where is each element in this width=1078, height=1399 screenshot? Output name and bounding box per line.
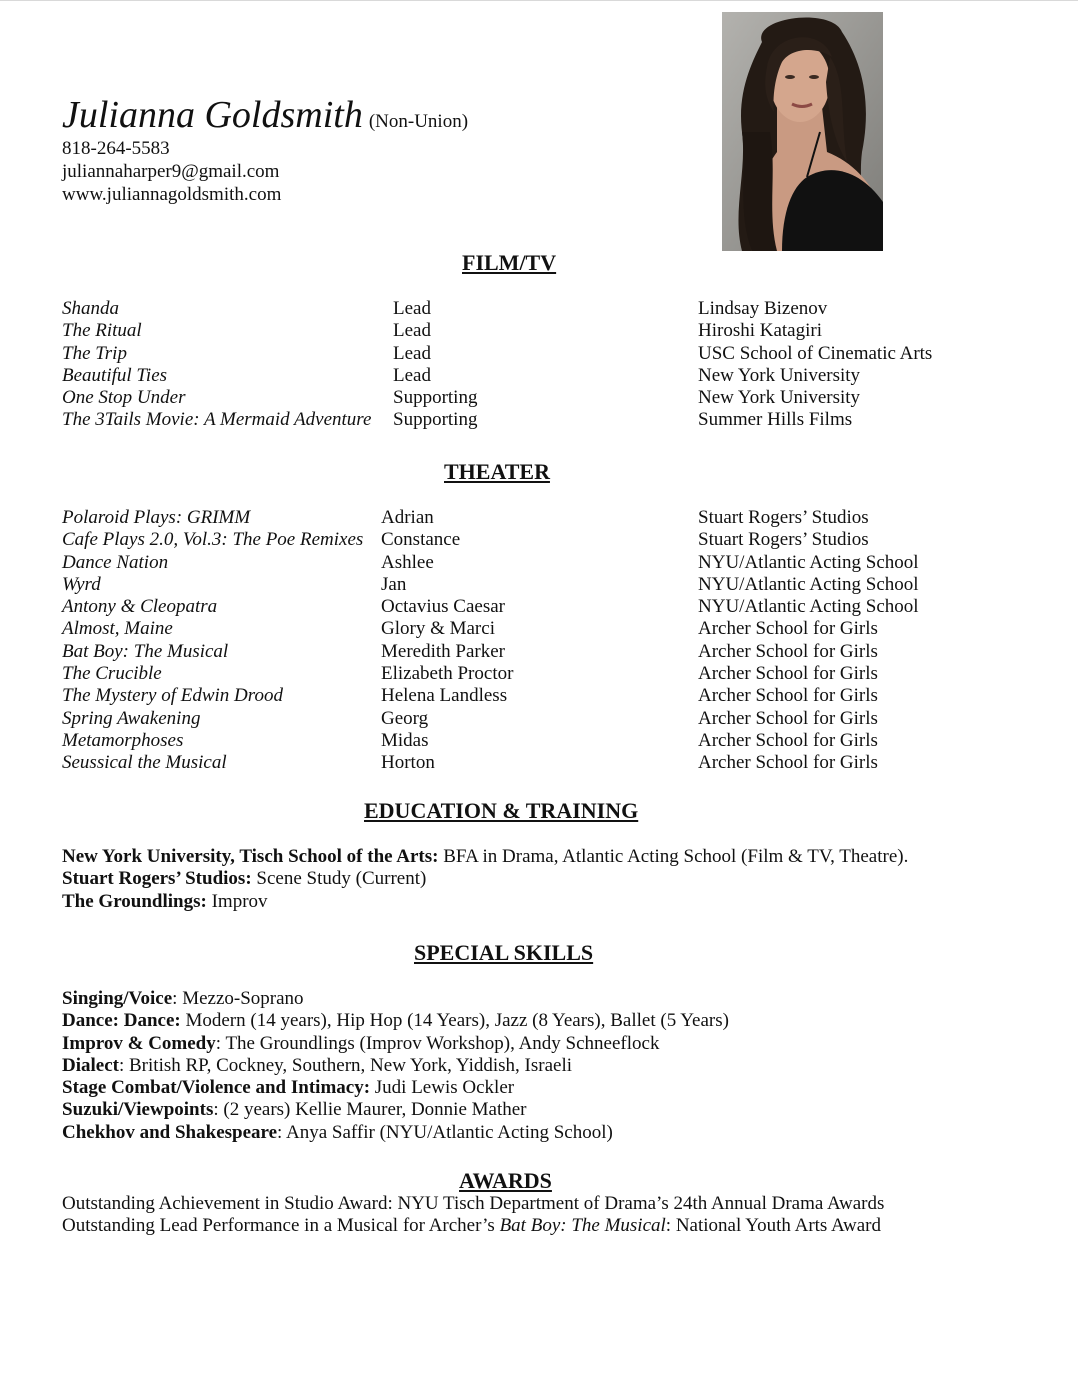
skill-line [62,1099,729,1121]
credit-title: The Ritual [62,320,142,342]
credit-company: Hiroshi Katagiri [698,320,823,342]
skill-label: Stage Combat/Violence and Intimacy: [62,1077,371,1099]
credit-title: Seussical the Musical [62,752,227,774]
education-label: Stuart Rogers’ Studios: [62,868,252,890]
credit-company: Archer School for Girls [698,752,878,774]
credit-company: NYU/Atlantic Acting School [698,551,919,573]
actor-name: Julianna Goldsmith [62,94,363,136]
theater-heading: THEATER [444,459,550,484]
credit-role: Meredith Parker [381,640,505,662]
skill-detail: : Anya Saffir (NYU/Atlantic Acting School) [277,1121,613,1143]
credit-company: New York University [698,364,861,386]
education-line [62,868,908,890]
skill-label: Singing/Voice [62,988,173,1009]
credit-role: Constance [381,529,461,551]
education-line [62,891,908,913]
special-skills-heading: SPECIAL SKILLS [414,940,594,965]
award-line [62,1215,884,1237]
credit-company: Stuart Rogers’ Studios [698,507,869,528]
credit-company: USC School of Cinematic Arts [698,342,933,364]
credit-company: Archer School for Girls [698,640,878,662]
skill-label: Chekhov and Shakespeare [62,1121,278,1143]
credit-role: Elizabeth Proctor [381,663,514,685]
skill-detail: Judi Lewis Ockler [370,1077,515,1099]
skill-label: Improv & Comedy [62,1032,216,1054]
credit-company: New York University [698,387,861,409]
credit-title: Wyrd [62,573,101,595]
credit-company: NYU/Atlantic Acting School [698,596,919,618]
credit-role: Supporting [393,387,478,409]
credit-company: Archer School for Girls [698,618,878,640]
credit-role: Horton [381,752,435,774]
skill-line [62,1122,729,1144]
credit-role: Supporting [393,409,478,431]
contact-info [62,137,281,206]
skill-label: Dialect [62,1054,119,1076]
education-detail: Improv [206,890,268,912]
skill-detail: : (2 years) Kellie Maurer, Donnie Mather [213,1099,527,1121]
skill-detail: : Mezzo-Soprano [172,988,304,1009]
education-detail: Scene Study (Current) [251,868,427,890]
credit-role: Lead [393,298,431,319]
credit-title: Polaroid Plays: GRIMM [62,507,251,528]
credit-role: Georg [381,707,429,729]
skill-line [62,1010,729,1032]
credit-title: Metamorphoses [62,729,184,751]
website-url: www.juliannagoldsmith.com [62,184,282,205]
skill-detail: : The Groundlings (Improv Workshop), Andy Schneeflock [215,1032,660,1054]
credit-title: The 3Tails Movie: A Mermaid Adventure [62,409,372,431]
education-list [62,846,908,913]
credit-title: Cafe Plays 2.0, Vol.3: The Poe Remixes [62,529,364,551]
skill-detail: : British RP, Cockney, Southern, New York, Yiddish, Israeli [118,1054,572,1076]
skill-line [62,988,729,1010]
credit-title: Almost, Maine [62,618,173,640]
credit-title: Spring Awakening [62,707,201,729]
award-text: : National Youth Arts Award [665,1215,881,1237]
credit-role: Ashlee [381,551,434,573]
skill-line [62,1077,729,1099]
credit-title: Bat Boy: The Musical [62,640,229,662]
education-heading: EDUCATION & TRAINING [364,798,639,823]
credit-company: Archer School for Girls [698,707,878,729]
credit-role: Lead [393,342,431,364]
credit-role: Adrian [381,507,434,528]
headshot-illustration [722,12,883,251]
education-detail: BFA in Drama, Atlantic Acting School (Film & TV, Theatre). [438,846,909,867]
credit-company: NYU/Atlantic Acting School [698,573,919,595]
credit-title: Beautiful Ties [62,364,168,386]
skills-list [62,988,729,1144]
credit-company: Archer School for Girls [698,729,878,751]
awards-list [62,1193,884,1238]
credit-title: Dance Nation [62,551,169,573]
credit-company: Archer School for Girls [698,685,878,707]
skill-line [62,1033,729,1055]
credit-company: Summer Hills Films [698,409,853,431]
credit-title: The Mystery of Edwin Drood [62,685,283,707]
resume-page [0,1,1078,1399]
credit-title: Shanda [62,298,119,319]
credit-title: The Trip [62,342,127,364]
credit-role: Helena Landless [381,685,508,707]
award-text: Outstanding Lead Performance in a Musical for Archer’s [62,1215,500,1237]
skill-line [62,1055,729,1077]
credit-company: Stuart Rogers’ Studios [698,529,869,551]
phone-number: 818-264-5583 [62,138,170,159]
credit-role: Octavius Caesar [381,596,505,618]
credit-role: Lead [393,364,431,386]
skill-label: Dance: Dance: [62,1010,181,1032]
credit-role: Midas [381,729,429,751]
education-line [62,846,908,868]
credit-company: Lindsay Bizenov [698,298,828,319]
union-status: (Non-Union) [368,111,469,132]
name-line [62,93,468,137]
credit-title: Antony & Cleopatra [62,596,218,618]
education-label: New York University, Tisch School of the Arts: [62,846,439,867]
film-tv-heading: FILM/TV [462,250,557,275]
education-label: The Groundlings: [62,890,207,912]
skill-label: Suzuki/Viewpoints [62,1099,214,1121]
credit-company: Archer School for Girls [698,663,878,685]
email-address: juliannaharper9@gmail.com [62,161,280,182]
credit-role: Glory & Marci [381,618,495,640]
headshot-photo [722,12,883,251]
credit-role: Lead [393,320,431,342]
award-line: Outstanding Achievement in Studio Award: NYU Tisch Department of Drama’s 24th Annual Drama Awards [62,1193,885,1214]
skill-detail: Modern (14 years), Hip Hop (14 Years), Jazz (8 Years), Ballet (5 Years) [180,1010,729,1032]
awards-heading: AWARDS [459,1168,552,1193]
credit-title: The Crucible [62,663,162,685]
award-show-title: Bat Boy: The Musical [499,1215,666,1237]
credit-role: Jan [381,573,407,595]
credit-title: One Stop Under [62,387,186,409]
